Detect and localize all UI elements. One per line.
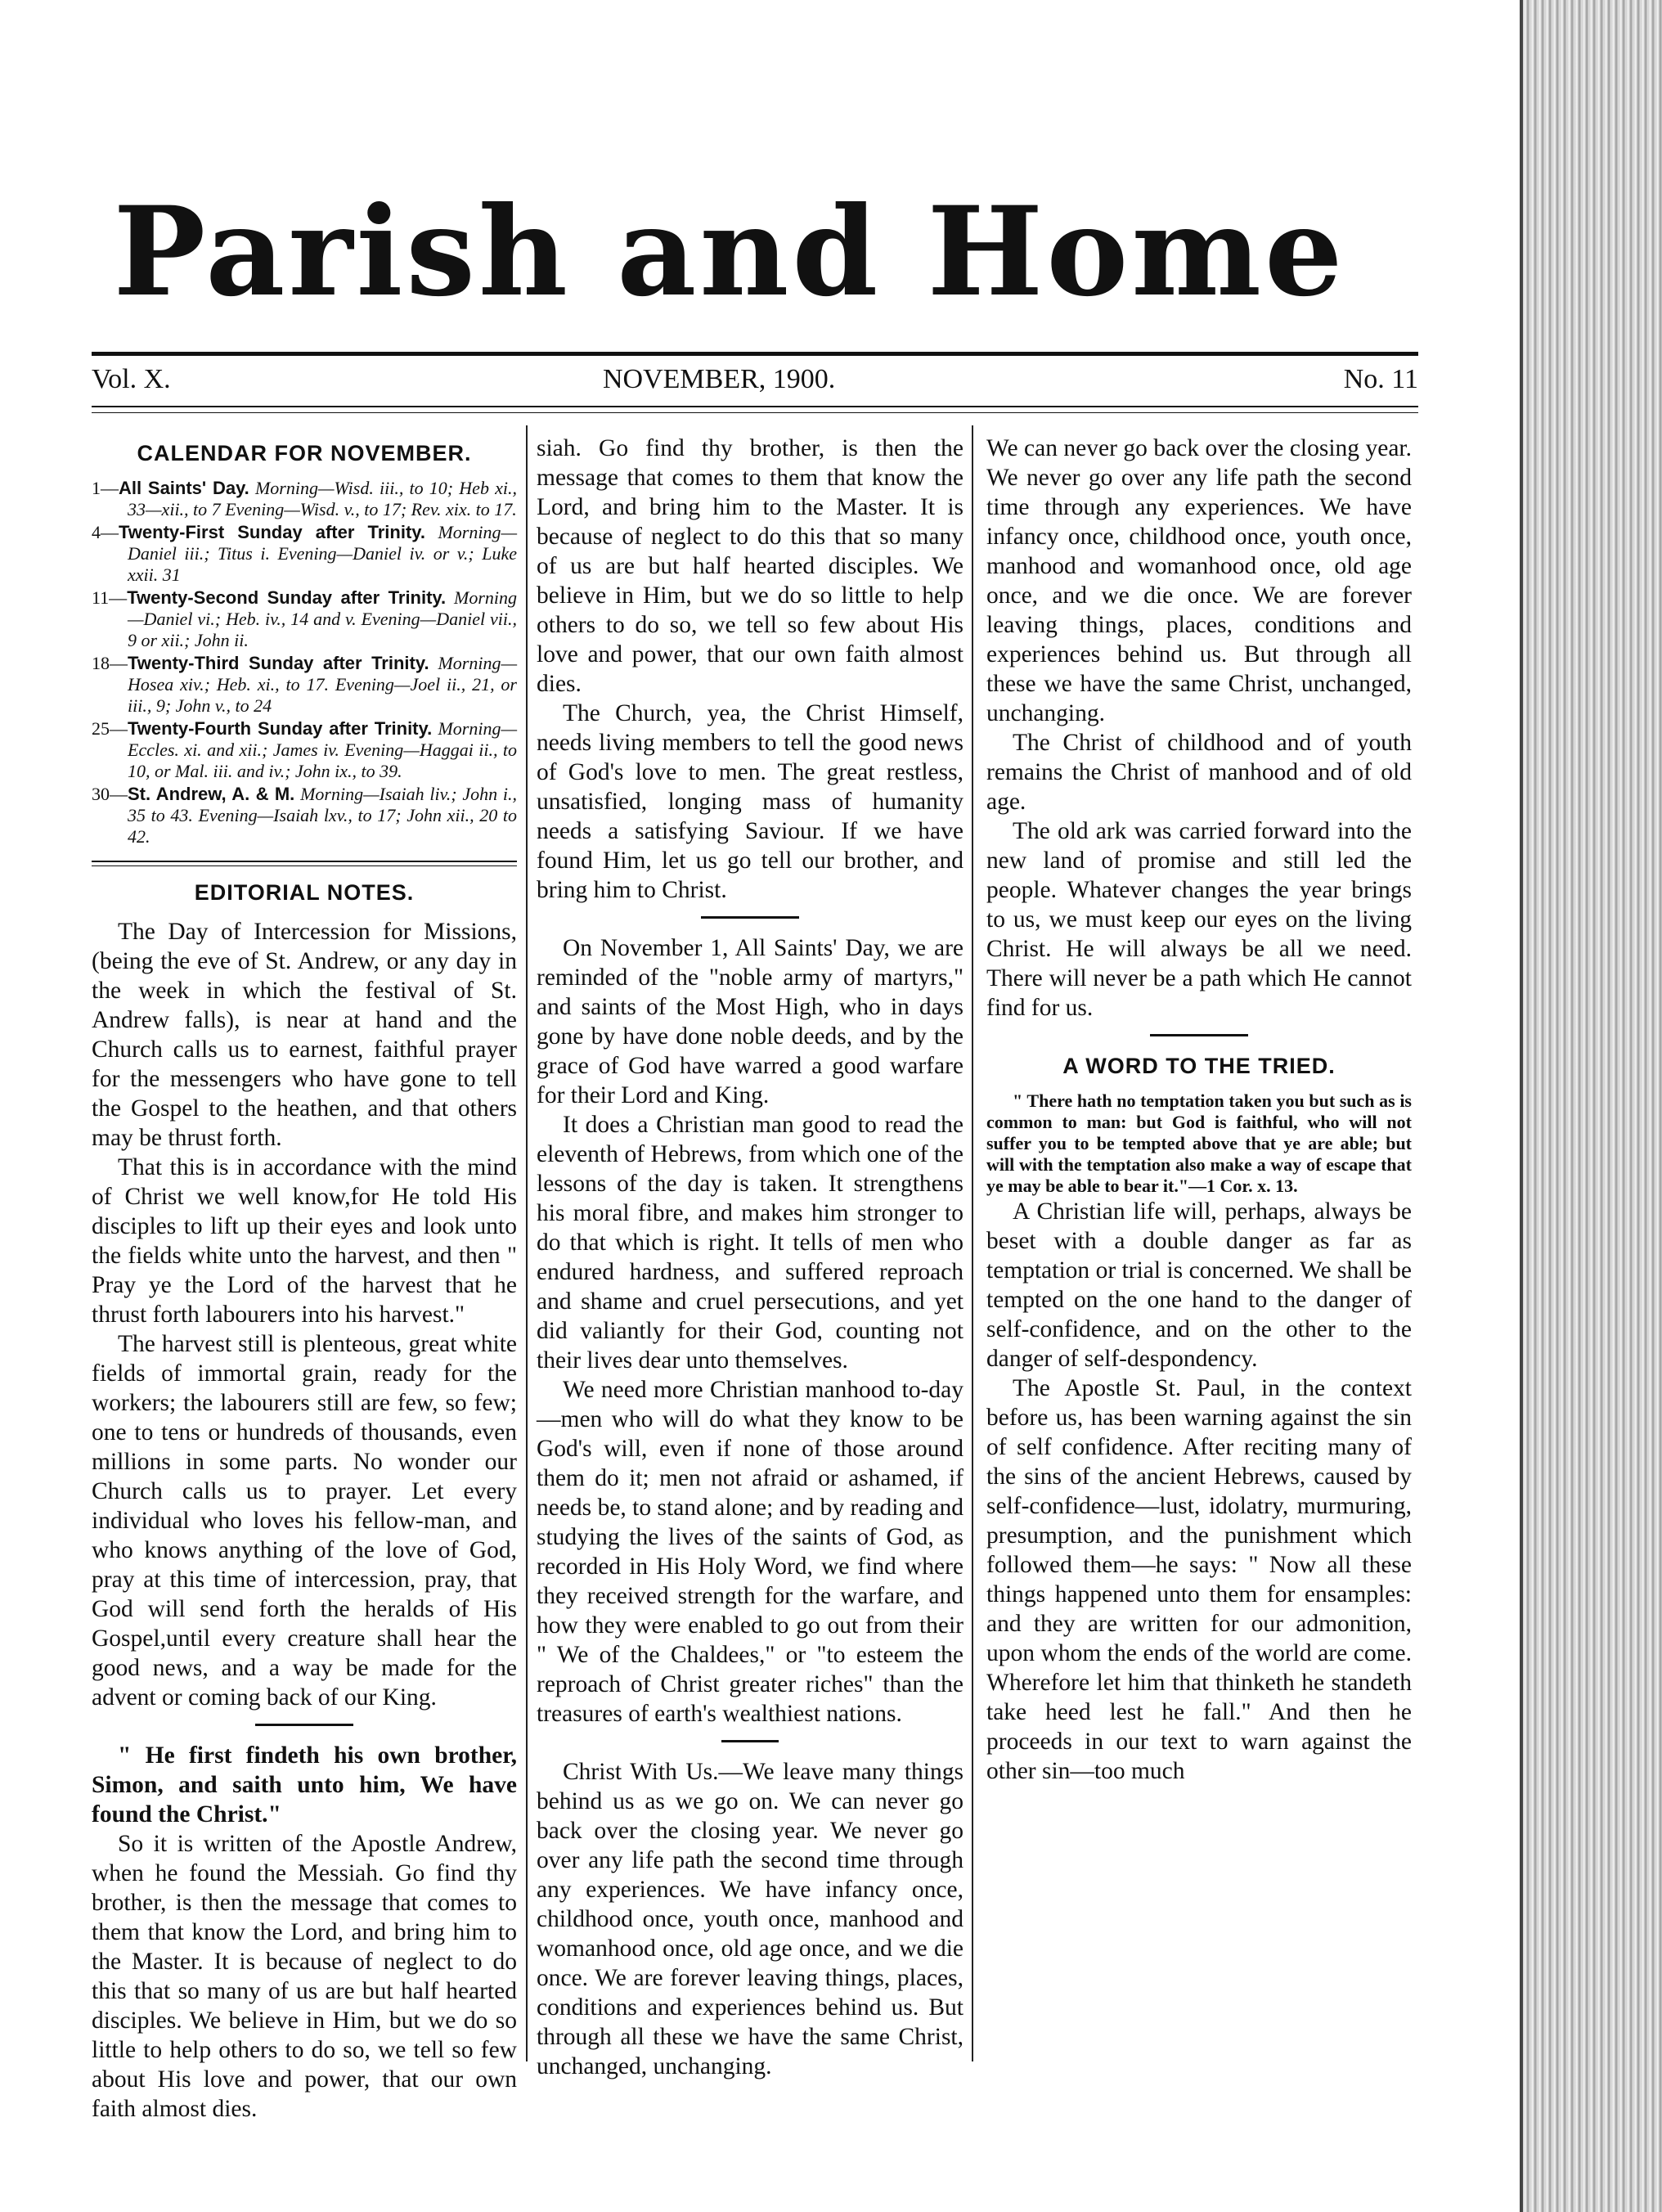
section-divider bbox=[721, 1740, 779, 1742]
calendar-readings: Morning—Wisd. iii., to 10; Heb xi., 33—xii., to 7 Evening—Wisd. v., to 17; Rev. xix. to 17. bbox=[128, 478, 517, 519]
editorial-heading: EDITORIAL NOTES. bbox=[194, 880, 415, 905]
page-stack-edge bbox=[1523, 0, 1662, 2212]
editorial-paragraph: The harvest still is plenteous, great white fields of immortal grain, ready for the workers; the labourers still are few, so few; one to tens or hundreds of thousands, even millions in some parts. No wonder our Church calls us to prayer. Let every individual who loves his fellow-man, and who knows anything of the love of God, pray at this time of intercession, pray, that God will send forth the heralds of His Gospel,until every creature shall hear the good news, and a way be made for the advent or coming back of our King. bbox=[92, 1331, 517, 1711]
calendar-list bbox=[92, 478, 517, 847]
tried-heading: A WORD TO THE TRIED. bbox=[1062, 1054, 1336, 1078]
calendar-entry bbox=[92, 522, 517, 586]
tried-scripture-quote: " There hath no temptation taken you but such as is common to man: but God is faithful, who will not suffer you to be tempted above that ye are able; but will with the temptation also make a way of escape that ye may be able to bear it."—1 Cor. x. 13. bbox=[986, 1090, 1412, 1196]
calendar-day: 1— bbox=[92, 478, 119, 498]
calendar-day: 18— bbox=[92, 653, 128, 673]
calendar-day: 11— bbox=[92, 587, 128, 608]
calendar-day: 25— bbox=[92, 718, 128, 739]
tried-paragraph: A Christian life will, perhaps, always be beset with a double danger as far as temptation or trial is concerned. We shall be tempted on the one hand to the danger of self-confidence, and on the other to the danger of self-despondency. bbox=[986, 1198, 1412, 1372]
calendar-entry bbox=[92, 587, 517, 651]
editorial-paragraph-continued: siah. Go find thy brother, is then the message that comes to them that know the Lord, and bring him to the Master. It is because of neglect to do this that so many of us are but half hearted disciples. We believe in Him, but we do so little to help others to do so, we tell so few about His love and power, that our own faith almost dies. bbox=[537, 435, 964, 697]
masthead-rule-bottom-2 bbox=[92, 412, 1418, 413]
column-divider-2 bbox=[972, 425, 973, 2061]
column-divider-1 bbox=[526, 425, 528, 2061]
section-divider bbox=[255, 1724, 353, 1726]
column-1 bbox=[92, 434, 518, 2122]
editorial-paragraph: So it is written of the Apostle Andrew, when he found the Messiah. Go find thy brother, is then the message that comes to them that know the Lord, and bring him to the Master. It is because of neglect to do this that so many of us are but half hearted disciples. We believe in Him, but we do so little to help others to do so, we tell so few about His love and power, that our own faith almost dies. bbox=[92, 1831, 517, 2122]
editorial-quote: " He first findeth his own brother, Simon, and saith unto him, We have found the Christ." bbox=[92, 1742, 517, 1828]
calendar-title: Twenty-First Sunday after Trinity. bbox=[119, 522, 425, 542]
tried-paragraph: The Apostle St. Paul, in the context before us, has been warning against the sin of self confidence. After reciting many of the sins of the ancient Hebrews, caused by self-confidence—lust, idolatry, murmuring, presumption, and the punishment which followed them—he says: " Now all these things happened unto them for ensamples: and they are written for our admonition, upon whom the ends of the world are come. Wherefore let him that thinketh he standeth take heed lest he fall." And then he proceeds in our text to warn against the other sin—too much bbox=[986, 1375, 1412, 1784]
section-divider bbox=[701, 916, 799, 919]
calendar-readings: Morning—Daniel vi.; Heb. iv., 14 and v. Evening—Daniel vii., 9 or xii.; John ii. bbox=[128, 587, 518, 650]
editorial-paragraph: Christ With Us.—We leave many things behind us as we go on. We can never go back over the closing year. We never go over any life path the second time through any experiences. We have infancy once, childhood once, youth once, manhood and womanhood once, old age once, and we die once. We are forever leaving things, places, conditions and experiences behind us. But through all these we have the same Christ, unchanged, unchanging. bbox=[537, 1759, 964, 2079]
calendar-title: Twenty-Fourth Sunday after Trinity. bbox=[128, 718, 433, 739]
calendar-bottom-rule bbox=[92, 861, 517, 862]
masthead-rule-bottom bbox=[92, 406, 1418, 407]
calendar-readings: Morning—Hosea xiv.; Heb. xi., to 17. Evening—Joel ii., 21, or iii., 9; John v., to 24 bbox=[128, 653, 517, 716]
section-divider bbox=[1150, 1034, 1248, 1036]
column-3 bbox=[986, 434, 1412, 1786]
editorial-paragraph: That this is in accordance with the mind of Christ we well know,for He told His disciples to lift up their eyes and look unto the fields white unto the harvest, and then " Pray ye the Lord of the harvest that he thrust forth labourers into his harvest." bbox=[92, 1154, 517, 1328]
calendar-bottom-rule-2 bbox=[92, 865, 517, 866]
editorial-paragraph: We need more Christian manhood to-day—men who will do what they know to be God's will, even if none of those around them do it; men not afraid or ashamed, if needs be, to stand alone; and by reading and studying the lives of the saints of God, as recorded in His Holy Word, we find where they received strength for the warfare, and how they were enabled to go out from their " We of the Chaldees," or "to esteem the reproach of Christ greater riches" than the treasures of earth's wealthiest nations. bbox=[537, 1377, 964, 1727]
calendar-readings: Morning—Eccles. xi. and xii.; James iv. Evening—Haggai ii., to 10, or Mal. iii. and iv.; John ix., to 39. bbox=[128, 718, 518, 781]
editorial-paragraph: The Church, yea, the Christ Himself, needs living members to tell the good news of God's love to men. The great restless, unsatisfied, longing mass of humanity needs a satisfying Saviour. If we have found Him, let us go tell our brother, and bring him to Christ. bbox=[537, 700, 964, 903]
calendar-day: 30— bbox=[92, 784, 128, 804]
editorial-paragraph: It does a Christian man good to read the eleventh of Hebrews, from which one of the lessons of the day is taken. It strengthens his moral fibre, and makes him stronger to do that which is right. It tells of men who endured hardness, and suffered reproach and shame and cruel persecutions, and yet did valiantly for their God, counting not their lives dear unto themselves. bbox=[537, 1112, 964, 1374]
volume-label: Vol. X. bbox=[92, 364, 171, 394]
masthead-title: Parish and Home bbox=[113, 180, 1346, 324]
calendar-readings: Morning—Isaiah liv.; John i., 35 to 43. Evening—Isaiah lxv., to 17; John xii., 20 to 42. bbox=[128, 784, 518, 847]
editorial-paragraph: The Day of Intercession for Missions, (being the eve of St. Andrew, or any day in the week in which the festival of St. Andrew falls), is near at hand and the Church calls us to earnest, faithful prayer for the messengers who have gone to tell the Gospel to the heathen, and that others may be thrust forth. bbox=[92, 919, 517, 1151]
masthead-rule-top bbox=[92, 352, 1418, 356]
column-2 bbox=[537, 434, 964, 2079]
calendar-entry bbox=[92, 784, 517, 847]
calendar-day: 4— bbox=[92, 522, 119, 542]
editorial-paragraph: The Christ of childhood and of youth remains the Christ of manhood and of old age. bbox=[986, 730, 1412, 815]
calendar-entry bbox=[92, 718, 517, 782]
editorial-paragraph: On November 1, All Saints' Day, we are reminded of the "noble army of martyrs," and saints of the Most High, who in days gone by have done noble deeds, and by the grace of God have warred a good warfare for their Lord and King. bbox=[537, 935, 964, 1108]
calendar-title: St. Andrew, A. & M. bbox=[128, 784, 295, 804]
issue-line bbox=[92, 362, 1418, 398]
editorial-paragraph: The old ark was carried forward into the new land of promise and still led the people. Whatever changes the year brings to us, we must keep our eyes on the living Christ. He will always be all we need. There will never be a path which He cannot find for us. bbox=[986, 818, 1412, 1021]
calendar-heading: CALENDAR FOR NOVEMBER. bbox=[137, 441, 472, 465]
calendar-readings: Morning—Daniel iii.; Titus i. Evening—Daniel iv. or v.; Luke xxii. 31 bbox=[128, 522, 517, 585]
calendar-title: Twenty-Second Sunday after Trinity. bbox=[127, 587, 447, 608]
calendar-title: All Saints' Day. bbox=[119, 478, 249, 498]
editorial-paragraph-continued: We can never go back over the closing year. We never go over any life path the second time through any experiences. We have infancy once, childhood once, youth once, manhood and womanhood once, old age once, and we die once. We are forever leaving things, places, conditions and experiences behind us. But through all these we have the same Christ, unchanged, unchanging. bbox=[986, 435, 1412, 726]
calendar-entry bbox=[92, 478, 517, 520]
issue-number: No. 11 bbox=[1343, 364, 1418, 394]
calendar-entry bbox=[92, 653, 517, 717]
issue-date: NOVEMBER, 1900. bbox=[603, 364, 836, 394]
calendar-title: Twenty-Third Sunday after Trinity. bbox=[128, 653, 429, 673]
